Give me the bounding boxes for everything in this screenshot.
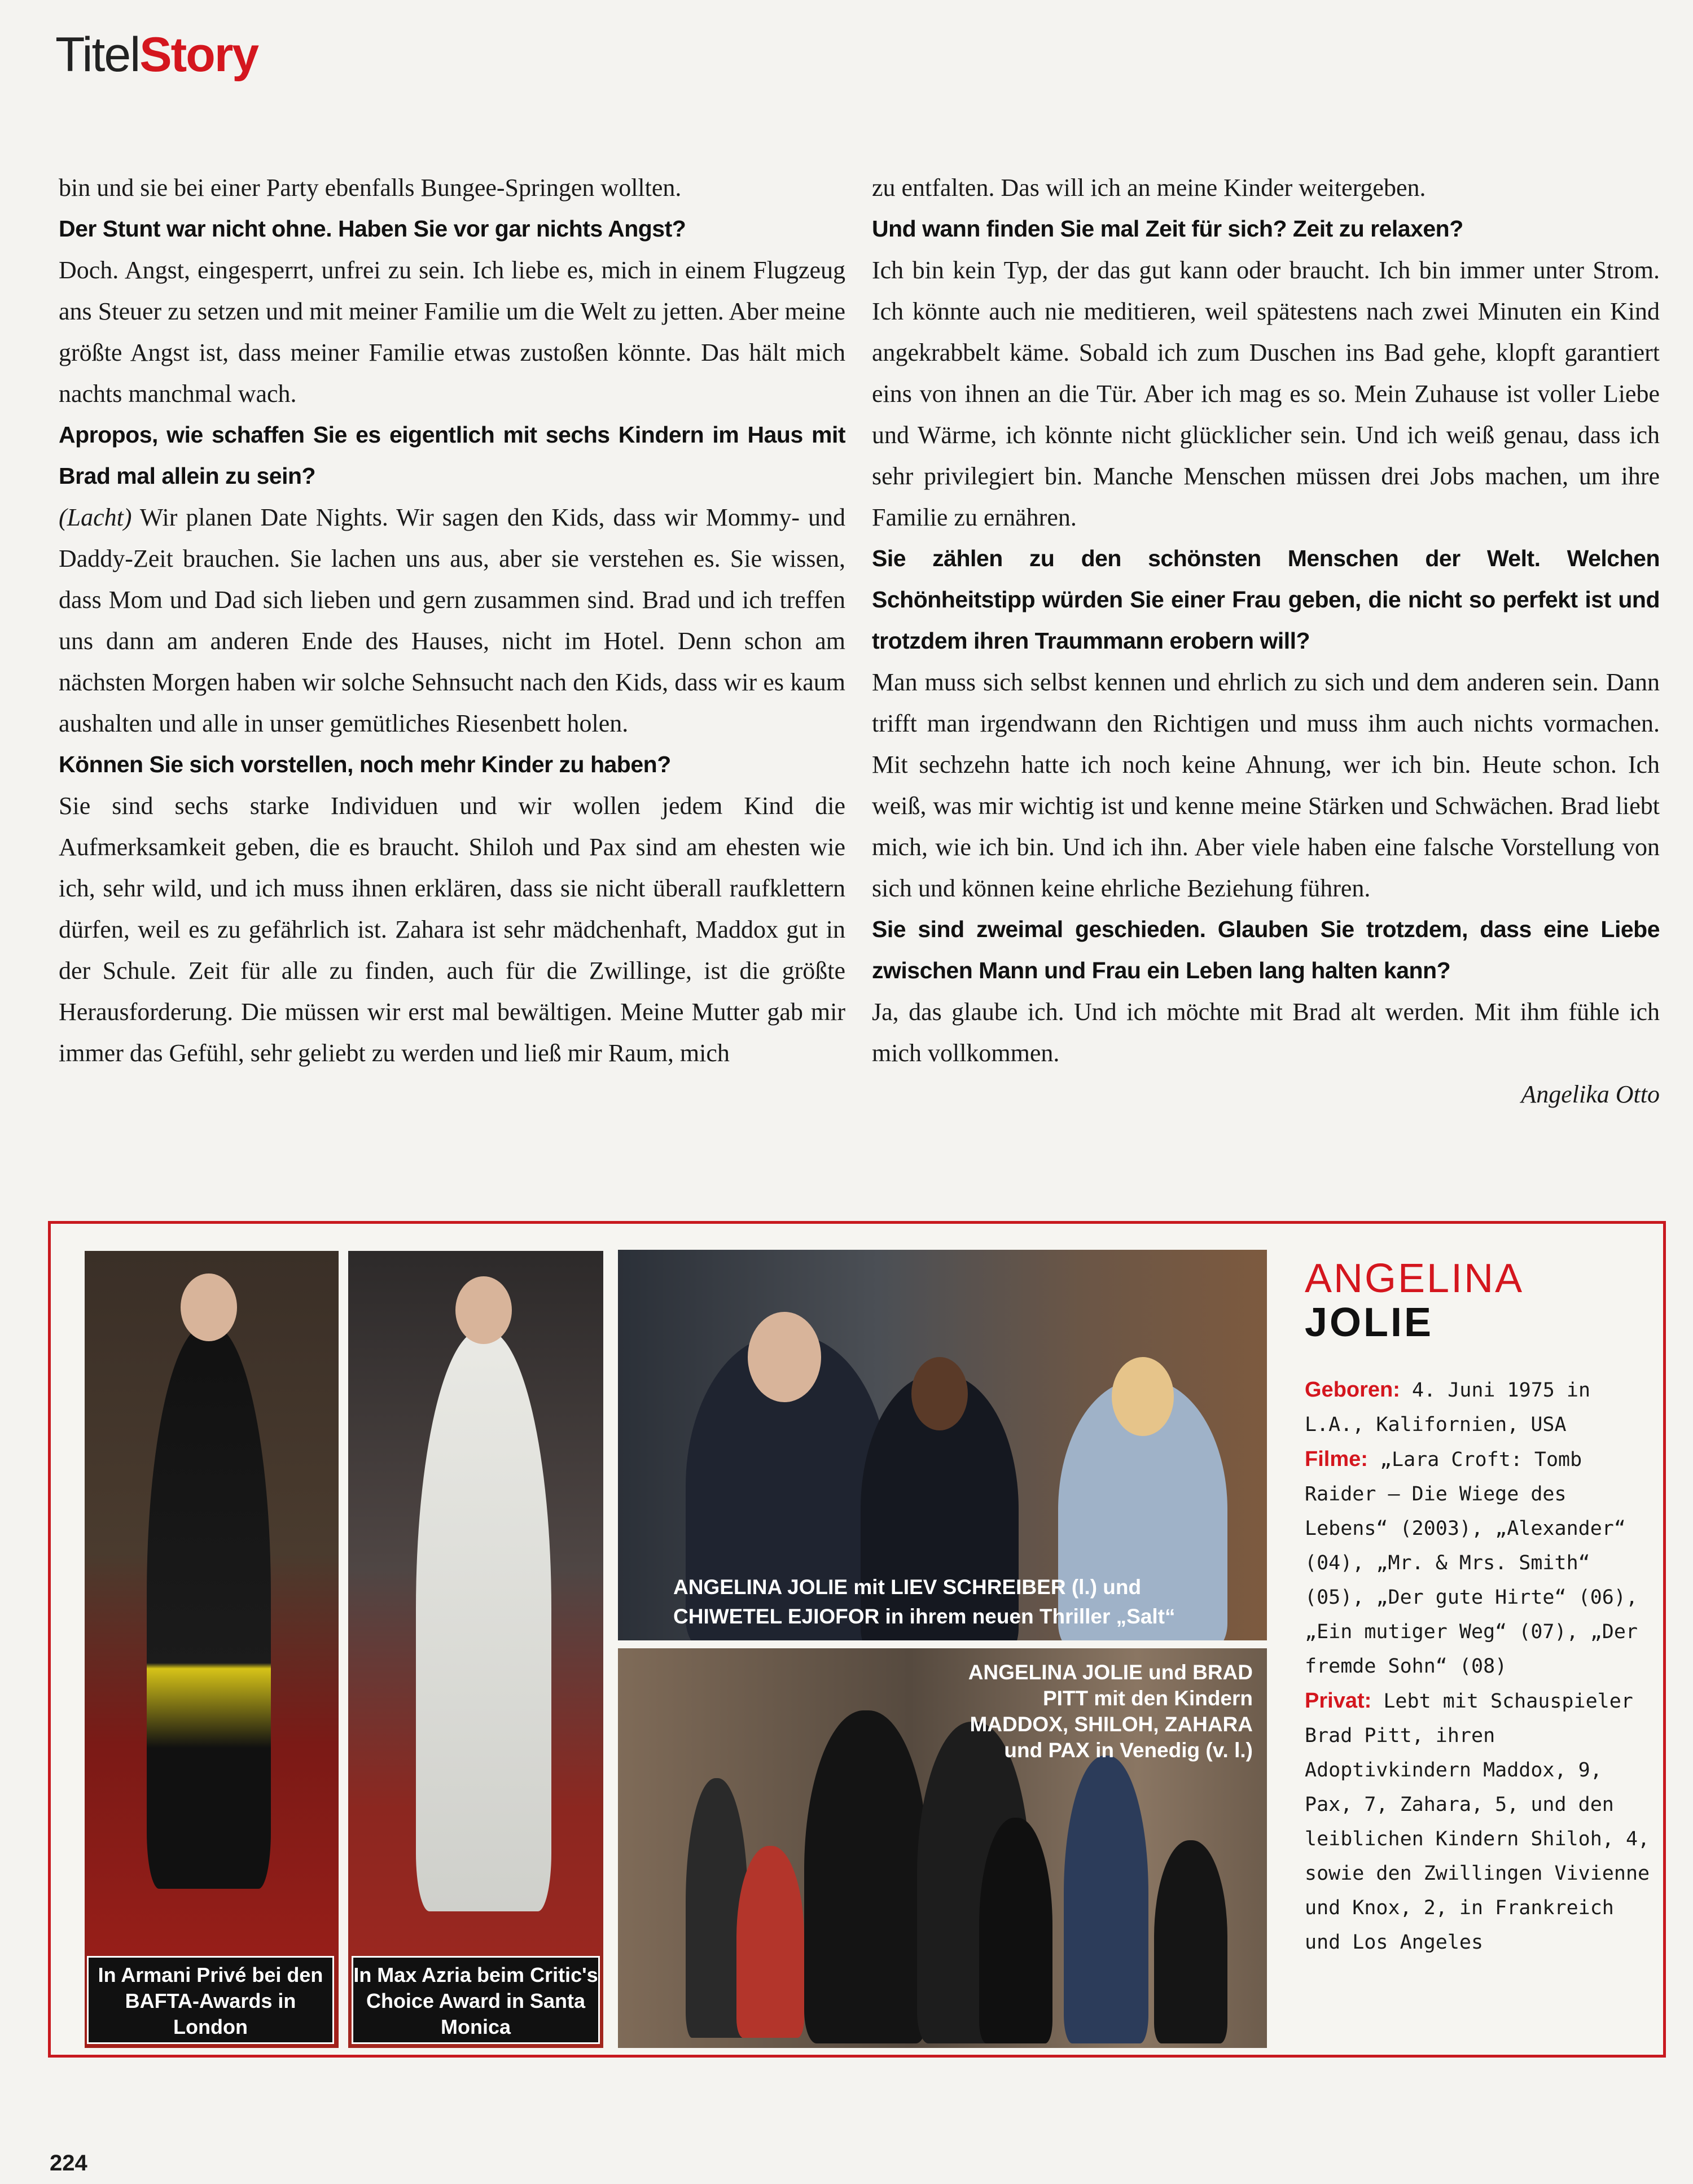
interview-answer: Doch. Angst, eingesperrt, unfrei zu sein. Ich liebe es, mich in einem Flugzeug ans Steuer zu setzen und mit meiner Familie um die Welt zu jetten. Aber meine größte Angst ist, dass meiner Familie etwas zustoßen könnte. Das hält mich nachts manchmal wach. [59,256,845,408]
figure-head [748,1312,821,1402]
figure-head [1112,1357,1174,1436]
caption-venice [880,1660,1253,1763]
page-number: 224 [50,2151,87,2176]
caption-venice-line1: ANGELINA JOLIE und BRAD [968,1661,1253,1684]
article-left-column [59,167,845,1074]
figure-head [181,1273,237,1341]
photo-info-box [48,1221,1666,2058]
interview-answer: Sie sind sechs starke Individuen und wir wollen jedem Kind die Aufmerksamkeit geben, die es braucht. Shiloh und Pax sind am ehesten wie ich, sehr wild, und ich muss ihnen erklären, dass sie nicht überall raufklettern dürfen, weil es zu gefährlich ist. Zahara ist sehr mädchenhaft, Maddox gut in der Schule. Zeit für alle zu finden, auch für die Zwillinge, ist die größte Herausforderung. Die müssen wir erst mal bewältigen. Meine Mutter gab mir immer das Gefühl, sehr geliebt zu werden und ließ mir Raum, mich [59,792,845,1067]
info-films [1305,1442,1655,1684]
section-header [55,27,258,83]
answer-text: Wir planen Date Nights. Wir sagen den Kids, dass wir Mommy- und Daddy-Zeit brauchen. Sie lachen uns aus, aber sie verstehen es. Sie wissen, dass Mom und Dad sich lieben und gern zusammen sind. Brad und ich treffen uns dann am anderen Ende des Hauses, nicht im Hotel. Denn schon am nächsten Morgen haben wir solche Sehnsucht nach den Kids, dass wir es kaum aushalten und alle in unser gemütliches Riesenbett holen. [59,504,845,737]
caption-salt-line2: CHIWETEL EJIOFOR in ihrem neuen Thriller „Salt“ [673,1605,1176,1628]
interview-question: Der Stunt war nicht ohne. Haben Sie vor gar nichts Angst? [59,216,686,242]
photo-critics-choice [348,1251,603,2048]
figure-head [455,1276,512,1344]
info-born [1305,1373,1655,1442]
figure-family-6 [1064,1756,1148,2043]
caption-salt [673,1573,1238,1631]
interview-answer: Ja, das glaube ich. Und ich möchte mit Brad alt werden. Mit ihm fühle ich mich vollkommen. [872,998,1660,1067]
article-right-column [872,167,1660,1115]
caption-critics-choice: In Max Azria beim Critic's Choice Award in Santa Monica [352,1956,600,2044]
info-name-first: ANGELINA [1305,1256,1524,1301]
answer-aside: (Lacht) [59,504,132,531]
figure-family-7 [1154,1840,1227,2043]
interview-answer: bin und sie bei einer Party ebenfalls Bungee-Springen wollten. [59,174,682,202]
interview-answer: zu entfalten. Das will ich an meine Kinder weitergeben. [872,174,1426,202]
header-story: Story [139,28,258,82]
header-titel: Titel [55,28,140,82]
info-private-text: Lebt mit Schauspieler Brad Pitt, ihren Adoptivkindern Maddox, 9, Pax, 7, Zahara, 5, und den leiblichen Kindern Shiloh, 4, sowie den Zwillingen Vivienne und Knox, 2, in Frankreich und Los Angeles [1305,1690,1650,1954]
interview-question: Apropos, wie schaffen Sie es eigentlich mit sechs Kindern im Haus mit Brad mal allein zu sein? [59,422,845,489]
figure-dress-black [147,1324,271,1889]
info-name-last: JOLIE [1305,1300,1434,1345]
author-signature: Angelika Otto [1521,1080,1660,1108]
caption-venice-line2: PITT mit den Kindern [1042,1687,1253,1710]
figure-family-5 [979,1818,1052,2043]
caption-venice-line3: MADDOX, SHILOH, ZAHARA [970,1713,1253,1736]
interview-answer: Ich bin kein Typ, der das gut kann oder braucht. Ich bin immer unter Strom. Ich könnte auch nie meditieren, weil spätestens nach zwei Minuten ein Kind angekrabbelt käme. Sobald ich zum Duschen ins Bad gehe, klopft garantiert eins von ihnen an die Tür. Aber ich mag es so. Mein Zuhause ist voller Liebe und Wärme, ich könnte nicht glücklicher sein. Und ich weiß genau, dass ich sehr privilegiert bin. Manche Menschen müssen drei Jobs machen, um ihre Familie zu ernähren. [872,256,1660,531]
info-films-text: „Lara Croft: Tomb Raider – Die Wiege des Lebens“ (2003), „Alexander“ (04), „Mr. & Mrs. Smith“ (05), „Der gute Hirte“ (06), „Ein mutiger Weg“ (07), „Der fremde Sohn“ (08) [1305,1448,1638,1678]
figure-family-2 [736,1846,804,2038]
interview-question: Und wann finden Sie mal Zeit für sich? Zeit zu relaxen? [872,216,1463,242]
figure-head [911,1357,968,1430]
interview-answer: Man muss sich selbst kennen und ehrlich zu sich und dem anderen sein. Dann trifft man irgendwann den Richtigen und muss ihm auch nichts vormachen. Mit sechzehn hatte ich noch keine Ahnung, wer ich bin. Heute schon. Ich weiß, was mir wichtig ist und kenne meine Stärken und Schwächen. Brad liebt mich, wie ich bin. Und ich ihn. Aber viele haben eine falsche Vorstellung von sich und können keine ehrliche Beziehung führen. [872,668,1660,902]
info-born-text: 4. Juni 1975 in L.A., Kalifornien, USA [1305,1379,1591,1436]
info-private-label: Privat: [1305,1689,1372,1713]
caption-bafta: In Armani Privé bei den BAFTA-Awards in London [87,1956,334,2044]
info-panel [1305,1257,1655,1960]
interview-answer [59,497,845,744]
info-born-label: Geboren: [1305,1378,1400,1402]
info-films-label: Filme: [1305,1447,1368,1471]
caption-venice-line4: und PAX in Venedig (v. l.) [1004,1739,1253,1762]
interview-question: Sie sind zweimal geschieden. Glauben Sie trotzdem, dass eine Liebe zwischen Mann und Frau ein Leben lang halten kann? [872,916,1660,983]
caption-salt-line1: ANGELINA JOLIE mit LIEV SCHREIBER (l.) und [673,1575,1142,1599]
photo-bafta [85,1251,339,2048]
figure-dress-white [416,1330,551,1911]
interview-question: Können Sie sich vorstellen, noch mehr Kinder zu haben? [59,751,671,777]
info-private [1305,1684,1655,1960]
interview-question: Sie zählen zu den schönsten Menschen der Welt. Welchen Schönheitstipp würden Sie einer Frau geben, die nicht so perfekt ist und trotzdem ihren Traummann erobern will? [872,545,1660,654]
